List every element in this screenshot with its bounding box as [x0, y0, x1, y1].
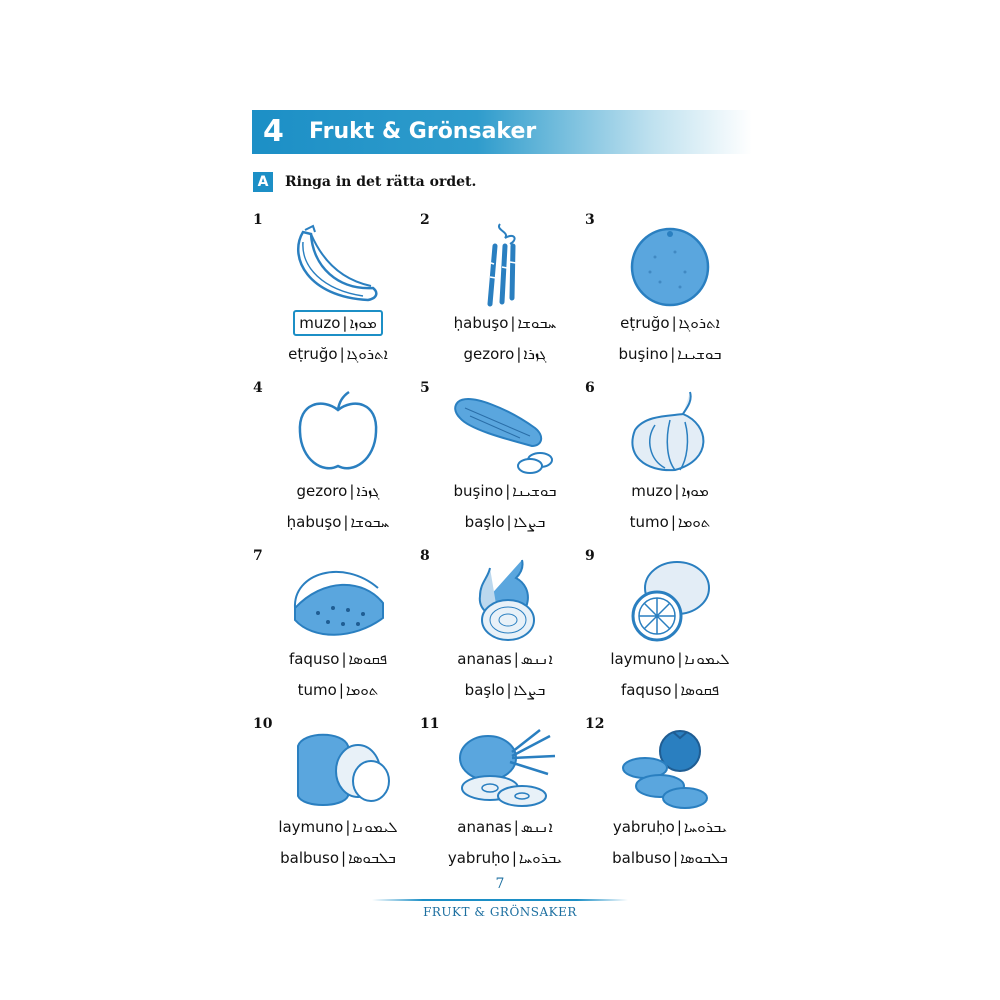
option-latin: ḥabuşo [286, 513, 342, 531]
option-latin: tumo [629, 513, 669, 531]
exercise-item [585, 548, 755, 713]
footer-divider [372, 899, 628, 901]
item-number: 4 [253, 380, 263, 396]
cucumber-icon [450, 390, 560, 475]
item-number: 11 [420, 716, 440, 732]
answer-option-2[interactable] [585, 845, 755, 871]
option-latin: muzo [631, 482, 673, 500]
item-number: 12 [585, 716, 605, 732]
answer-option-pill[interactable] [614, 310, 726, 336]
exercise-item [420, 548, 590, 713]
tomato-icon [615, 726, 725, 811]
item-number: 1 [253, 212, 263, 228]
answer-option-1[interactable] [420, 646, 590, 672]
item-number: 7 [253, 548, 263, 564]
answer-option-pill[interactable] [448, 310, 563, 336]
exercise-item [253, 212, 423, 377]
separator: | [671, 314, 677, 332]
option-latin: muzo [299, 314, 341, 332]
option-syriac: ܐܬܪܘܓܐ [678, 314, 720, 332]
answer-option-1[interactable] [585, 646, 755, 672]
option-syriac: ܓܙܪܐ [356, 482, 380, 500]
answer-option-pill[interactable] [625, 478, 715, 504]
answer-option-1[interactable] [420, 814, 590, 840]
option-syriac: ܠܝܡܘܢܐ [684, 650, 730, 668]
answer-option-2[interactable] [420, 509, 590, 535]
pineapple-icon [450, 726, 560, 811]
option-syriac: ܝܒܪܘܚܐ [683, 818, 728, 836]
answer-option-2[interactable] [253, 677, 423, 703]
option-syriac: ܠܝܡܘܢܐ [352, 818, 398, 836]
option-syriac: ܐܬܪܘܓܐ [346, 345, 388, 363]
option-latin: ḥabuşo [453, 314, 509, 332]
separator: | [513, 650, 519, 668]
apple-icon [283, 390, 393, 475]
separator: | [341, 849, 347, 867]
page-number: 7 [495, 876, 505, 892]
item-number: 10 [253, 716, 273, 732]
answer-option-pill[interactable] [281, 509, 396, 535]
item-number: 6 [585, 380, 595, 396]
watermelon-icon [283, 558, 393, 643]
item-number: 2 [420, 212, 430, 228]
separator: | [505, 482, 511, 500]
answer-option-pill[interactable] [451, 814, 558, 840]
answer-option-pill[interactable] [604, 646, 735, 672]
option-syriac: ܚܒܘܫܐ [350, 513, 390, 531]
option-latin: ananas [457, 818, 512, 836]
answer-option-pill[interactable] [459, 677, 552, 703]
option-latin: balbuso [612, 849, 672, 867]
option-syriac: ܒܘܫܝܢܐ [512, 482, 557, 500]
answer-option-pill[interactable] [283, 646, 393, 672]
answer-option-2[interactable] [253, 509, 423, 535]
orange-icon [615, 222, 725, 307]
answer-option-1[interactable] [585, 478, 755, 504]
answer-option-pill[interactable] [607, 814, 733, 840]
exercise-item [420, 716, 590, 881]
option-syriac: ܦܩܘܣܐ [680, 681, 720, 699]
option-syriac: ܚܒܘܫܐ [517, 314, 557, 332]
answer-option-pill[interactable] [282, 341, 394, 367]
option-latin: buşino [453, 482, 504, 500]
option-syriac: ܒܘܫܝܢܐ [677, 345, 722, 363]
separator: | [341, 650, 347, 668]
option-latin: buşino [618, 345, 669, 363]
answer-option-1[interactable] [253, 646, 423, 672]
option-latin: eṭruğo [620, 314, 670, 332]
option-latin: laymuno [278, 818, 344, 836]
answer-option-1[interactable] [253, 310, 423, 336]
option-syriac: ܒܨܠܐ [513, 513, 546, 531]
option-syriac: ܡܘܙܐ [681, 482, 709, 500]
exercise-item [585, 716, 755, 881]
separator: | [676, 818, 682, 836]
option-syriac: ܒܠܒܘܣܐ [348, 849, 396, 867]
separator: | [338, 681, 344, 699]
item-number: 5 [420, 380, 430, 396]
exercise-instruction: Ringa in det rätta ordet. [285, 174, 477, 190]
answer-option-pill[interactable] [451, 646, 558, 672]
separator: | [511, 849, 517, 867]
answer-option-2[interactable] [420, 341, 590, 367]
exercise-item [253, 380, 423, 545]
chapter-number: 4 [263, 114, 284, 149]
option-latin: yabruḥo [612, 818, 675, 836]
section-badge: A [253, 172, 273, 192]
item-number: 9 [585, 548, 595, 564]
item-number: 8 [420, 548, 430, 564]
separator: | [339, 345, 345, 363]
option-latin: faquso [620, 681, 672, 699]
option-latin: balbuso [280, 849, 340, 867]
separator: | [506, 513, 512, 531]
answer-option-pill[interactable] [272, 814, 403, 840]
exercise-item [585, 380, 755, 545]
exercise-item [585, 212, 755, 377]
option-syriac: ܬܘܡܐ [677, 513, 711, 531]
exercise-item [253, 548, 423, 713]
option-latin: ananas [457, 650, 512, 668]
answer-option-pill[interactable] [442, 845, 568, 871]
separator: | [677, 650, 683, 668]
exercise-item [420, 380, 590, 545]
option-latin: başlo [464, 681, 505, 699]
option-latin: gezoro [296, 482, 348, 500]
option-syriac: ܒܨܠܐ [513, 681, 546, 699]
lemon-icon [615, 558, 725, 643]
chapter-title: Frukt & Grönsaker [309, 119, 537, 144]
separator: | [670, 345, 676, 363]
answer-option-2[interactable] [420, 677, 590, 703]
answer-option-pill[interactable] [459, 509, 552, 535]
separator: | [673, 681, 679, 699]
answer-option-2[interactable] [253, 845, 423, 871]
option-latin: yabruḥo [447, 849, 510, 867]
option-latin: gezoro [463, 345, 515, 363]
option-latin: faquso [288, 650, 340, 668]
separator: | [516, 345, 522, 363]
answer-option-2[interactable] [585, 509, 755, 535]
separator: | [343, 513, 349, 531]
answer-option-pill[interactable] [606, 845, 734, 871]
answer-option-1[interactable] [420, 478, 590, 504]
separator: | [345, 818, 351, 836]
separator: | [506, 681, 512, 699]
answer-option-1[interactable] [253, 478, 423, 504]
option-syriac: ܓܙܪܐ [523, 345, 547, 363]
option-syriac: ܦܩܘܣܐ [348, 650, 388, 668]
answer-option-2[interactable] [253, 341, 423, 367]
garlic-icon [615, 390, 725, 475]
radish-slices-icon [283, 726, 393, 811]
answer-option-pill[interactable] [274, 845, 402, 871]
onion-icon [450, 558, 560, 643]
separator: | [673, 849, 679, 867]
separator: | [510, 314, 516, 332]
answer-option-pill[interactable] [613, 341, 728, 367]
answer-option-pill[interactable] [615, 677, 725, 703]
answer-option-pill[interactable] [291, 478, 386, 504]
option-syriac: ܝܒܪܘܚܐ [518, 849, 563, 867]
answer-option-1[interactable] [253, 814, 423, 840]
option-syriac: ܒܠܒܘܣܐ [680, 849, 728, 867]
answer-option-2[interactable] [585, 341, 755, 367]
answer-option-pill[interactable] [293, 310, 383, 336]
answer-option-1[interactable] [420, 310, 590, 336]
option-latin: başlo [464, 513, 505, 531]
answer-option-2[interactable] [420, 845, 590, 871]
separator: | [670, 513, 676, 531]
answer-option-2[interactable] [585, 677, 755, 703]
answer-option-pill[interactable] [624, 509, 717, 535]
option-syriac: ܡܘܙܐ [349, 314, 377, 332]
exercise-item [253, 716, 423, 881]
item-number: 3 [585, 212, 595, 228]
separator: | [342, 314, 348, 332]
option-syriac: ܬܘܡܐ [345, 681, 379, 699]
answer-option-pill[interactable] [292, 677, 385, 703]
separator: | [349, 482, 355, 500]
option-syriac: ܐܢܢܣ [520, 818, 553, 836]
footer-title: FRUKT & GRÖNSAKER [423, 905, 577, 919]
separator: | [513, 818, 519, 836]
answer-option-1[interactable] [585, 814, 755, 840]
exercise-item [420, 212, 590, 377]
option-syriac: ܐܢܢܣ [520, 650, 553, 668]
banana-icon [283, 222, 393, 307]
option-latin: tumo [297, 681, 337, 699]
option-latin: laymuno [610, 650, 676, 668]
answer-option-pill[interactable] [458, 341, 553, 367]
separator: | [674, 482, 680, 500]
option-latin: eṭruğo [288, 345, 338, 363]
carrots-icon [450, 222, 560, 307]
answer-option-pill[interactable] [448, 478, 563, 504]
answer-option-1[interactable] [585, 310, 755, 336]
